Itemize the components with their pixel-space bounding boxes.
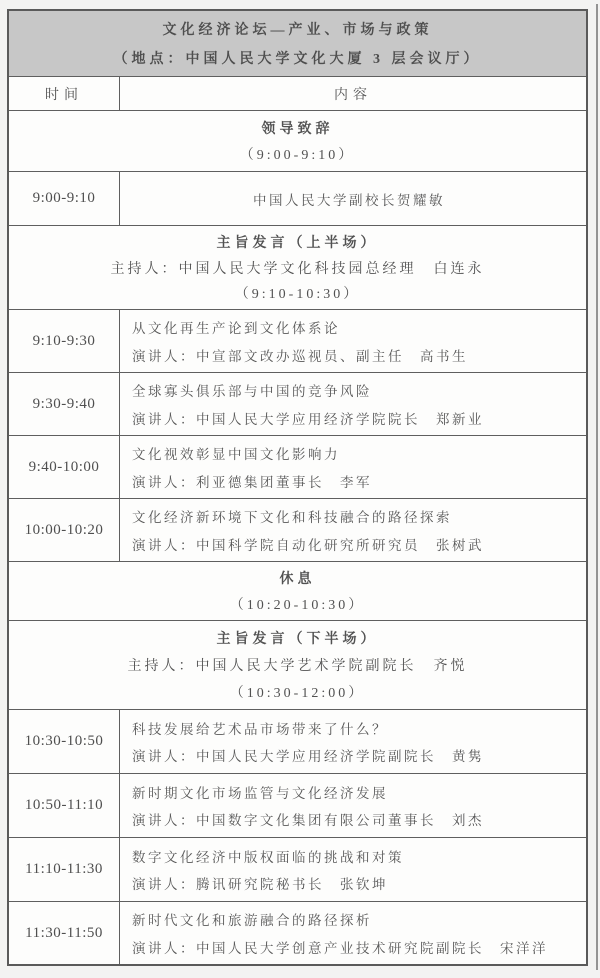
section-title: 休息 xyxy=(279,572,316,587)
session-time: 9:00-9:10 xyxy=(9,172,120,225)
talk-title: 科技发展给艺术品市场带来了什么？ xyxy=(132,721,388,737)
session-time: 9:40-10:00 xyxy=(9,436,120,498)
agenda-table xyxy=(7,9,588,966)
column-header-content: 内容 xyxy=(334,87,372,103)
forum-title: 文化经济论坛—产业、市场与政策 xyxy=(162,23,433,39)
session-row xyxy=(9,902,586,964)
section-timerange: （9:10-10:30） xyxy=(234,287,361,303)
section-title: 领导致辞 xyxy=(261,121,334,137)
session-time: 10:50-11:10 xyxy=(9,774,120,837)
section-row-opening xyxy=(9,111,586,172)
talk-title: 新时期文化市场监管与文化经济发展 xyxy=(132,785,388,801)
session-row xyxy=(9,499,586,562)
session-row xyxy=(9,710,586,774)
session-row xyxy=(9,838,586,902)
talk-title: 从文化再生产论到文化体系论 xyxy=(132,321,340,337)
table-title-band xyxy=(9,11,586,77)
talk-title: 文化经济新环境下文化和科技融合的路径探索 xyxy=(132,510,452,526)
talk-title: 数字文化经济中版权面临的挑战和对策 xyxy=(132,849,404,865)
column-header-row xyxy=(9,77,586,111)
session-row xyxy=(9,172,586,226)
talk-speaker: 演讲人：中宣部文改办巡视员、副主任 高书生 xyxy=(132,348,468,364)
session-row xyxy=(9,774,586,838)
session-time: 11:30-11:50 xyxy=(9,902,120,964)
talk-speaker: 演讲人：中国科学院自动化研究所研究员 张树武 xyxy=(132,537,484,553)
section-row-keynote-second xyxy=(9,621,586,710)
talk-title: 全球寡头俱乐部与中国的竞争风险 xyxy=(132,384,372,400)
session-row xyxy=(9,436,586,499)
section-title: 主旨发言（下半场） xyxy=(216,632,379,647)
section-timerange: （10:30-12:00） xyxy=(229,686,366,701)
talk-speaker: 演讲人：中国人民大学应用经济学院院长 郑新业 xyxy=(132,411,484,427)
session-time: 9:10-9:30 xyxy=(9,310,120,372)
session-time: 10:30-10:50 xyxy=(9,710,120,773)
talk-speaker: 演讲人：中国人民大学应用经济学院副院长 黄隽 xyxy=(132,749,484,765)
talk-speaker: 演讲人：腾讯研究院秘书长 张钦坤 xyxy=(132,877,388,893)
session-row xyxy=(9,373,586,436)
section-timerange: （10:20-10:30） xyxy=(229,598,366,613)
talk-speaker: 演讲人：中国人民大学创意产业技术研究院副院长 宋洋洋 xyxy=(132,940,548,956)
section-timerange: （9:00-9:10） xyxy=(239,148,356,164)
session-time: 11:10-11:30 xyxy=(9,838,120,901)
column-header-time: 时间 xyxy=(9,77,120,110)
section-moderator: 主持人：中国人民大学艺术学院副院长 齐悦 xyxy=(127,659,468,674)
section-moderator: 主持人：中国人民大学文化科技园总经理 白连永 xyxy=(110,261,485,277)
photo-edge-line xyxy=(596,4,598,970)
section-title: 主旨发言（上半场） xyxy=(216,235,379,251)
forum-location: （地点：中国人民大学文化大厦 3 层会议厅） xyxy=(113,51,482,67)
talk-title: 文化视效彰显中国文化影响力 xyxy=(132,447,340,463)
session-row xyxy=(9,310,586,373)
talk-speaker: 演讲人：中国数字文化集团有限公司董事长 刘杰 xyxy=(132,813,484,829)
session-time: 9:30-9:40 xyxy=(9,373,120,435)
session-speaker: 中国人民大学副校长贺耀敏 xyxy=(253,192,445,208)
talk-title: 新时代文化和旅游融合的路径探析 xyxy=(132,913,372,929)
talk-speaker: 演讲人：利亚德集团董事长 李军 xyxy=(132,474,372,490)
section-row-keynote-first xyxy=(9,226,586,310)
section-row-break xyxy=(9,562,586,621)
session-time: 10:00-10:20 xyxy=(9,499,120,561)
